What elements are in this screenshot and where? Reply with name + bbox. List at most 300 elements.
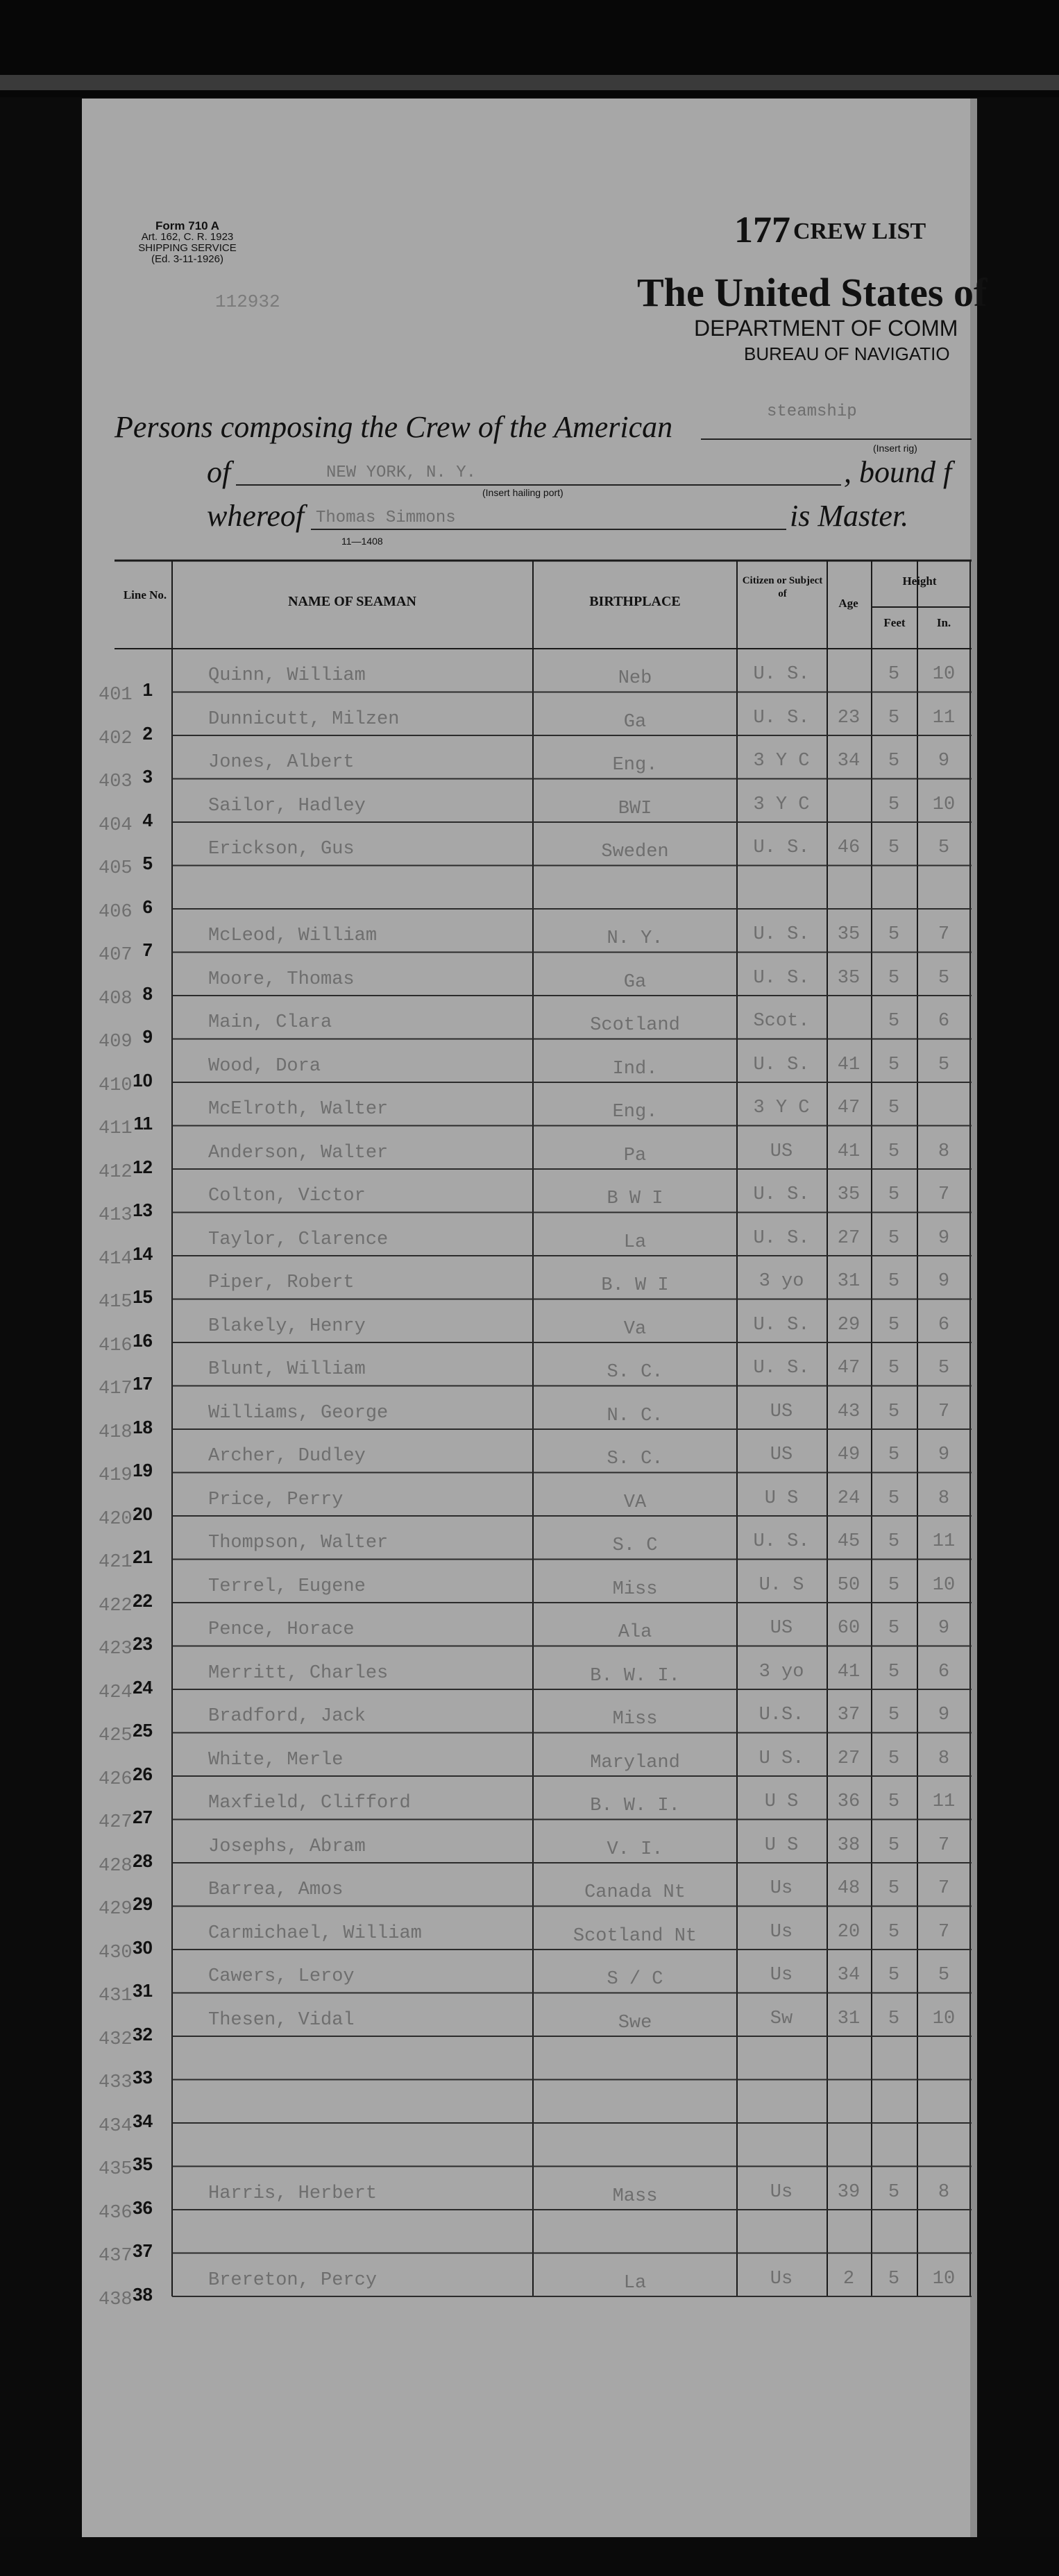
birthplace: Pa bbox=[623, 1145, 647, 1166]
line-number: 23 bbox=[133, 1633, 153, 1654]
crew-serial: 419 bbox=[99, 1465, 133, 1486]
crew-serial: 411 bbox=[99, 1118, 133, 1139]
seaman-name: Williams, George bbox=[208, 1402, 389, 1424]
seaman-name: Colton, Victor bbox=[208, 1186, 366, 1206]
crew-serial: 435 bbox=[99, 2159, 133, 2180]
height-feet: 5 bbox=[888, 2268, 900, 2289]
height-feet: 5 bbox=[888, 707, 900, 728]
crew-serial: 433 bbox=[99, 2072, 133, 2093]
form-edition: (Ed. 3-11-1926) bbox=[151, 253, 223, 265]
birthplace: Canada Nt bbox=[584, 1882, 686, 1903]
birthplace: Ind. bbox=[612, 1058, 658, 1080]
citizenship: U. S. bbox=[753, 1227, 810, 1249]
line-number: 12 bbox=[133, 1156, 153, 1177]
seaman-name: Taylor, Clarence bbox=[208, 1229, 389, 1250]
persons-line: Persons composing the Crew of the American bbox=[115, 410, 673, 444]
height-inches: 7 bbox=[938, 1834, 950, 1856]
height-feet: 5 bbox=[888, 837, 900, 858]
birthplace: Maryland bbox=[590, 1752, 680, 1773]
citizenship: U. S. bbox=[753, 967, 810, 989]
age: 29 bbox=[837, 1314, 861, 1336]
age: 39 bbox=[837, 2181, 861, 2203]
seaman-name: Josephs, Abram bbox=[208, 1836, 366, 1857]
age: 27 bbox=[837, 1748, 861, 1769]
line-number: 7 bbox=[142, 939, 153, 960]
government-title: The United States of bbox=[637, 270, 988, 315]
height-inches: 11 bbox=[932, 1531, 956, 1552]
line-number: 11 bbox=[133, 1113, 153, 1134]
birthplace: B. W. I. bbox=[590, 1795, 680, 1816]
height-feet: 5 bbox=[888, 1401, 900, 1422]
line-number: 21 bbox=[133, 1546, 153, 1567]
age: 41 bbox=[837, 1054, 861, 1075]
citizenship: 3 yo bbox=[759, 1271, 804, 1292]
crew-serial: 422 bbox=[99, 1595, 133, 1617]
crew-serial: 436 bbox=[99, 2202, 133, 2224]
age: 36 bbox=[837, 1791, 861, 1812]
department-name: DEPARTMENT OF COMM bbox=[694, 316, 958, 341]
age: 60 bbox=[837, 1618, 861, 1639]
seaman-name: Bradford, Jack bbox=[208, 1706, 366, 1727]
seaman-name: Jones, Albert bbox=[208, 752, 355, 773]
seaman-name: Sailor, Hadley bbox=[208, 795, 366, 817]
line-number: 25 bbox=[133, 1720, 153, 1741]
line-number: 14 bbox=[133, 1243, 153, 1264]
seaman-name: Main, Clara bbox=[208, 1012, 332, 1033]
seaman-name: Terrel, Eugene bbox=[208, 1576, 366, 1597]
height-inches: 5 bbox=[938, 1358, 950, 1379]
birthplace: La bbox=[623, 1231, 647, 1253]
height-feet: 5 bbox=[888, 1574, 900, 1596]
citizenship: 3 Y C bbox=[753, 794, 810, 815]
crew-serial: 425 bbox=[99, 1725, 133, 1746]
birthplace: Ga bbox=[623, 711, 647, 733]
birthplace: Neb bbox=[618, 668, 652, 689]
line-number: 10 bbox=[133, 1069, 153, 1091]
crew-serial: 402 bbox=[99, 728, 133, 749]
height-inches: 11 bbox=[932, 707, 956, 728]
insert-port-label: (Insert hailing port) bbox=[482, 487, 564, 498]
birthplace: Miss bbox=[612, 1578, 658, 1600]
height-inches: 7 bbox=[938, 1921, 950, 1943]
height-inches: 5 bbox=[938, 1965, 950, 1986]
citizenship: Us bbox=[770, 1921, 793, 1943]
birthplace: V. I. bbox=[607, 1839, 663, 1860]
crew-serial: 413 bbox=[99, 1205, 133, 1226]
seaman-name: Dunnicutt, Milzen bbox=[208, 708, 400, 730]
birthplace: B W I bbox=[607, 1188, 663, 1209]
seaman-name: Price, Perry bbox=[208, 1489, 344, 1510]
citizenship: U. S. bbox=[753, 924, 810, 945]
crew-serial: 409 bbox=[99, 1032, 133, 1052]
citizenship: Scot. bbox=[753, 1011, 810, 1032]
age: 27 bbox=[837, 1227, 861, 1249]
age: 45 bbox=[837, 1531, 861, 1552]
height-feet: 5 bbox=[888, 1314, 900, 1336]
crew-serial: 429 bbox=[99, 1899, 133, 1920]
header-birthplace: BIRTHPLACE bbox=[589, 594, 681, 609]
birthplace: Sweden bbox=[601, 842, 669, 862]
height-feet: 5 bbox=[888, 924, 900, 945]
height-feet: 5 bbox=[888, 1618, 900, 1639]
line-number: 37 bbox=[133, 2240, 153, 2261]
citizenship: Us bbox=[770, 1878, 793, 1899]
seaman-name: White, Merle bbox=[208, 1749, 344, 1771]
height-inches: 9 bbox=[938, 751, 950, 771]
height-inches: 7 bbox=[938, 924, 950, 945]
birthplace: S. C. bbox=[607, 1449, 663, 1469]
document-title: CREW LIST bbox=[793, 219, 926, 244]
seaman-name: Piper, Robert bbox=[208, 1272, 355, 1293]
height-inches: 7 bbox=[938, 1184, 950, 1205]
citizenship: Us bbox=[770, 2181, 793, 2203]
header-line-no: Line No. bbox=[123, 588, 167, 602]
height-feet: 5 bbox=[888, 1271, 900, 1292]
line-number: 9 bbox=[142, 1026, 153, 1047]
crew-serial: 420 bbox=[99, 1508, 133, 1530]
age: 41 bbox=[837, 1141, 861, 1162]
line-number: 27 bbox=[133, 1807, 153, 1827]
citizenship: U. S. bbox=[753, 1314, 810, 1336]
line-number: 4 bbox=[142, 809, 153, 830]
header-citizen: Citizen or Subject of bbox=[742, 575, 823, 599]
seaman-name: Thompson, Walter bbox=[208, 1533, 389, 1553]
birthplace: N. C. bbox=[607, 1405, 663, 1426]
height-feet: 5 bbox=[888, 1227, 900, 1249]
bound-label: , bound f bbox=[844, 455, 952, 489]
age: 2 bbox=[842, 2268, 855, 2289]
sheet-edge bbox=[970, 99, 977, 2537]
citizenship: US bbox=[770, 1618, 793, 1639]
header-inches: In. bbox=[936, 616, 951, 629]
citizenship: U. S. bbox=[753, 1531, 810, 1552]
height-feet: 5 bbox=[888, 1921, 900, 1943]
stamp-number: 112932 bbox=[215, 291, 280, 312]
citizenship: 3 yo bbox=[759, 1661, 804, 1682]
seaman-name: Anderson, Walter bbox=[208, 1142, 389, 1163]
of-label: of bbox=[207, 455, 231, 489]
seaman-name: Brereton, Percy bbox=[208, 2269, 378, 2291]
height-feet: 5 bbox=[888, 1834, 900, 1856]
citizenship: 3 Y C bbox=[753, 1098, 810, 1118]
line-number: 13 bbox=[133, 1200, 153, 1220]
citizenship: U S. bbox=[759, 1748, 804, 1769]
crew-serial: 404 bbox=[99, 814, 133, 836]
height-feet: 5 bbox=[888, 1487, 900, 1509]
seaman-name: McElroth, Walter bbox=[208, 1099, 389, 1120]
seaman-name: Barrea, Amos bbox=[208, 1879, 344, 1900]
height-inches: 8 bbox=[938, 1141, 950, 1162]
header-name: NAME OF SEAMAN bbox=[288, 594, 416, 609]
height-feet: 5 bbox=[888, 1965, 900, 1986]
height-inches: 7 bbox=[938, 1401, 950, 1422]
birthplace: VA bbox=[623, 1492, 647, 1513]
form-code: 11—1408 bbox=[341, 536, 383, 547]
seaman-name: Harris, Herbert bbox=[208, 2183, 378, 2204]
height-feet: 5 bbox=[888, 1531, 900, 1552]
line-number: 1 bbox=[142, 679, 153, 700]
age: 35 bbox=[837, 967, 861, 989]
seaman-name: Wood, Dora bbox=[208, 1055, 321, 1077]
citizenship: U. S. bbox=[753, 664, 810, 685]
seaman-name: Maxfield, Clifford bbox=[208, 1793, 411, 1814]
age: 48 bbox=[837, 1878, 861, 1899]
crew-serial: 414 bbox=[99, 1248, 133, 1270]
line-number: 20 bbox=[133, 1503, 153, 1524]
age: 34 bbox=[837, 751, 861, 771]
birthplace: Ala bbox=[618, 1622, 652, 1643]
birthplace: S. C. bbox=[607, 1362, 663, 1383]
crew-serial: 401 bbox=[99, 685, 133, 706]
age: 34 bbox=[837, 1965, 861, 1986]
crew-serial: 428 bbox=[99, 1855, 133, 1877]
crew-serial: 437 bbox=[99, 2246, 133, 2267]
seaman-name: Quinn, William bbox=[208, 665, 366, 686]
age: 31 bbox=[837, 1271, 861, 1292]
age: 23 bbox=[837, 707, 861, 728]
citizenship: U.S. bbox=[759, 1705, 804, 1725]
citizenship: US bbox=[770, 1401, 793, 1422]
citizenship: U S bbox=[764, 1834, 799, 1856]
line-number: 16 bbox=[133, 1329, 153, 1351]
height-feet: 5 bbox=[888, 794, 900, 815]
line-number: 18 bbox=[133, 1416, 153, 1438]
citizenship: Us bbox=[770, 2268, 793, 2289]
insert-rig-label: (Insert rig) bbox=[873, 443, 917, 454]
birthplace: Eng. bbox=[612, 1102, 658, 1123]
bureau-name: BUREAU OF NAVIGATIO bbox=[744, 343, 950, 364]
seaman-name: Erickson, Gus bbox=[208, 839, 355, 860]
birthplace: Eng. bbox=[612, 755, 658, 776]
crew-serial: 407 bbox=[99, 945, 133, 966]
citizenship: U. S bbox=[759, 1574, 804, 1596]
citizenship: U. S. bbox=[753, 707, 810, 728]
master-name: Thomas Simmons bbox=[316, 509, 456, 527]
height-inches: 5 bbox=[938, 837, 950, 858]
height-feet: 5 bbox=[888, 664, 900, 685]
header-age: Age bbox=[838, 597, 858, 610]
height-feet: 5 bbox=[888, 1748, 900, 1769]
birthplace: BWI bbox=[618, 798, 652, 819]
header-height: Height bbox=[902, 574, 937, 588]
crew-serial: 431 bbox=[99, 1986, 133, 2006]
seaman-name: Moore, Thomas bbox=[208, 969, 355, 990]
crew-serial: 412 bbox=[99, 1161, 133, 1183]
crew-serial: 408 bbox=[99, 988, 133, 1009]
crew-serial: 438 bbox=[99, 2289, 133, 2310]
height-inches: 10 bbox=[932, 1574, 956, 1596]
seaman-name: Blunt, William bbox=[208, 1359, 366, 1380]
citizenship: U. S. bbox=[753, 837, 810, 858]
height-inches: 10 bbox=[932, 664, 956, 685]
age: 35 bbox=[837, 924, 861, 945]
line-number: 29 bbox=[133, 1893, 153, 1914]
height-inches: 8 bbox=[938, 1487, 950, 1509]
age: 35 bbox=[837, 1184, 861, 1205]
crew-serial: 418 bbox=[99, 1422, 133, 1443]
birthplace: B. W. I. bbox=[590, 1665, 680, 1687]
crew-serial: 423 bbox=[99, 1639, 133, 1660]
height-inches: 10 bbox=[932, 794, 956, 815]
form-service: SHIPPING SERVICE bbox=[138, 242, 237, 254]
age: 47 bbox=[837, 1098, 861, 1118]
form-art: Art. 162, C. R. 1923 bbox=[141, 231, 234, 243]
height-inches: 9 bbox=[938, 1618, 950, 1639]
home-port: NEW YORK, N. Y. bbox=[326, 463, 477, 482]
age: 24 bbox=[837, 1487, 861, 1509]
height-inches: 5 bbox=[938, 967, 950, 989]
height-feet: 5 bbox=[888, 1184, 900, 1205]
seaman-name: Carmichael, William bbox=[208, 1922, 422, 1944]
line-number: 6 bbox=[142, 896, 153, 917]
age: 20 bbox=[837, 1921, 861, 1943]
height-inches: 7 bbox=[938, 1878, 950, 1899]
citizenship: US bbox=[770, 1141, 793, 1162]
age: 47 bbox=[837, 1358, 861, 1379]
vessel-type: steamship bbox=[767, 402, 857, 421]
height-inches: 11 bbox=[932, 1791, 956, 1812]
line-number: 24 bbox=[133, 1676, 153, 1698]
birthplace: Swe bbox=[618, 2012, 652, 2033]
citizenship: U. S. bbox=[753, 1184, 810, 1205]
citizenship: U S bbox=[764, 1791, 799, 1812]
height-feet: 5 bbox=[888, 1705, 900, 1725]
line-number: 8 bbox=[142, 982, 153, 1004]
birthplace: Mass bbox=[612, 2185, 658, 2207]
height-inches: 8 bbox=[938, 1748, 950, 1769]
line-number: 15 bbox=[133, 1286, 153, 1307]
citizenship: Us bbox=[770, 1965, 793, 1986]
height-inches: 6 bbox=[938, 1011, 950, 1032]
height-feet: 5 bbox=[888, 1098, 900, 1118]
citizenship: Sw bbox=[770, 2008, 793, 2029]
birthplace: N. Y. bbox=[607, 928, 663, 949]
age: 46 bbox=[837, 837, 861, 858]
height-inches: 9 bbox=[938, 1227, 950, 1249]
seaman-name: Pence, Horace bbox=[208, 1619, 355, 1640]
line-number: 38 bbox=[133, 2283, 153, 2305]
height-inches: 10 bbox=[932, 2268, 956, 2289]
height-feet: 5 bbox=[888, 967, 900, 989]
citizenship: U S bbox=[764, 1487, 799, 1509]
crew-serial: 417 bbox=[99, 1379, 133, 1399]
line-number: 32 bbox=[133, 2023, 153, 2045]
line-number: 33 bbox=[133, 2067, 153, 2088]
height-feet: 5 bbox=[888, 1054, 900, 1075]
line-number: 3 bbox=[142, 766, 153, 787]
age: 31 bbox=[837, 2008, 861, 2029]
seaman-name: Thesen, Vidal bbox=[208, 2009, 355, 2031]
line-number: 5 bbox=[142, 853, 153, 873]
birthplace: B. W I bbox=[601, 1275, 669, 1296]
seaman-name: Merritt, Charles bbox=[208, 1662, 389, 1684]
seaman-name: Blakely, Henry bbox=[208, 1315, 366, 1337]
crew-serial: 410 bbox=[99, 1075, 133, 1096]
birthplace: Scotland Nt bbox=[573, 1925, 697, 1947]
age: 37 bbox=[837, 1705, 861, 1725]
height-feet: 5 bbox=[888, 1791, 900, 1812]
line-number: 26 bbox=[133, 1763, 153, 1784]
height-feet: 5 bbox=[888, 751, 900, 771]
crew-serial: 421 bbox=[99, 1552, 133, 1573]
age: 41 bbox=[837, 1661, 861, 1682]
birthplace: Scotland bbox=[590, 1015, 680, 1036]
height-feet: 5 bbox=[888, 1444, 900, 1465]
line-number: 35 bbox=[133, 2153, 153, 2174]
line-number: 17 bbox=[133, 1373, 153, 1394]
height-feet: 5 bbox=[888, 1661, 900, 1682]
crew-serial: 432 bbox=[99, 2029, 133, 2050]
line-number: 36 bbox=[133, 2197, 153, 2218]
line-number: 34 bbox=[133, 2110, 153, 2131]
crew-serial: 405 bbox=[99, 858, 133, 879]
citizenship: US bbox=[770, 1444, 793, 1465]
height-feet: 5 bbox=[888, 1358, 900, 1379]
height-feet: 5 bbox=[888, 1141, 900, 1162]
birthplace: Va bbox=[623, 1318, 647, 1340]
seaman-name: McLeod, William bbox=[208, 926, 378, 946]
line-number: 22 bbox=[133, 1589, 153, 1611]
height-inches: 9 bbox=[938, 1271, 950, 1292]
seaman-name: Cawers, Leroy bbox=[208, 1966, 355, 1987]
age: 43 bbox=[837, 1401, 861, 1422]
form-number: Form 710 A bbox=[155, 219, 219, 232]
age: 49 bbox=[837, 1444, 861, 1465]
crew-serial: 406 bbox=[99, 901, 133, 923]
line-number: 28 bbox=[133, 1850, 153, 1871]
height-inches: 5 bbox=[938, 1054, 950, 1075]
height-feet: 5 bbox=[888, 1878, 900, 1899]
crew-serial: 427 bbox=[99, 1812, 133, 1833]
crew-serial: 416 bbox=[99, 1335, 133, 1356]
crew-serial: 430 bbox=[99, 1942, 133, 1963]
birthplace: S. C bbox=[612, 1535, 658, 1556]
citizenship: U. S. bbox=[753, 1054, 810, 1075]
crew-serial: 415 bbox=[99, 1292, 133, 1313]
birthplace: La bbox=[623, 2272, 647, 2294]
crew-serial: 424 bbox=[99, 1682, 133, 1703]
whereof-label: whereof bbox=[207, 499, 305, 533]
birthplace: Ga bbox=[623, 971, 647, 993]
birthplace: S / C bbox=[607, 1969, 663, 1990]
crew-serial: 426 bbox=[99, 1768, 133, 1790]
form-info bbox=[97, 221, 278, 265]
crew-serial: 403 bbox=[99, 771, 133, 792]
height-inches: 10 bbox=[932, 2008, 956, 2029]
scan-bottom-border bbox=[0, 2537, 1059, 2576]
height-inches: 6 bbox=[938, 1661, 950, 1682]
height-feet: 5 bbox=[888, 2008, 900, 2029]
line-number: 31 bbox=[133, 1980, 153, 2001]
line-number: 2 bbox=[142, 722, 153, 744]
age: 38 bbox=[837, 1834, 861, 1856]
master-label: is Master. bbox=[790, 499, 909, 533]
age: 50 bbox=[837, 1574, 861, 1596]
height-inches: 9 bbox=[938, 1444, 950, 1465]
sheet-number: 177 bbox=[734, 209, 790, 250]
citizenship: U. S. bbox=[753, 1358, 810, 1379]
height-inches: 9 bbox=[938, 1705, 950, 1725]
height-inches: 6 bbox=[938, 1314, 950, 1336]
line-number: 19 bbox=[133, 1460, 153, 1481]
line-number: 30 bbox=[133, 1936, 153, 1958]
height-feet: 5 bbox=[888, 2181, 900, 2203]
crew-serial: 434 bbox=[99, 2115, 133, 2137]
seaman-name: Archer, Dudley bbox=[208, 1446, 366, 1467]
header-feet: Feet bbox=[883, 616, 906, 629]
birthplace: Miss bbox=[612, 1709, 658, 1730]
height-inches: 8 bbox=[938, 2181, 950, 2203]
